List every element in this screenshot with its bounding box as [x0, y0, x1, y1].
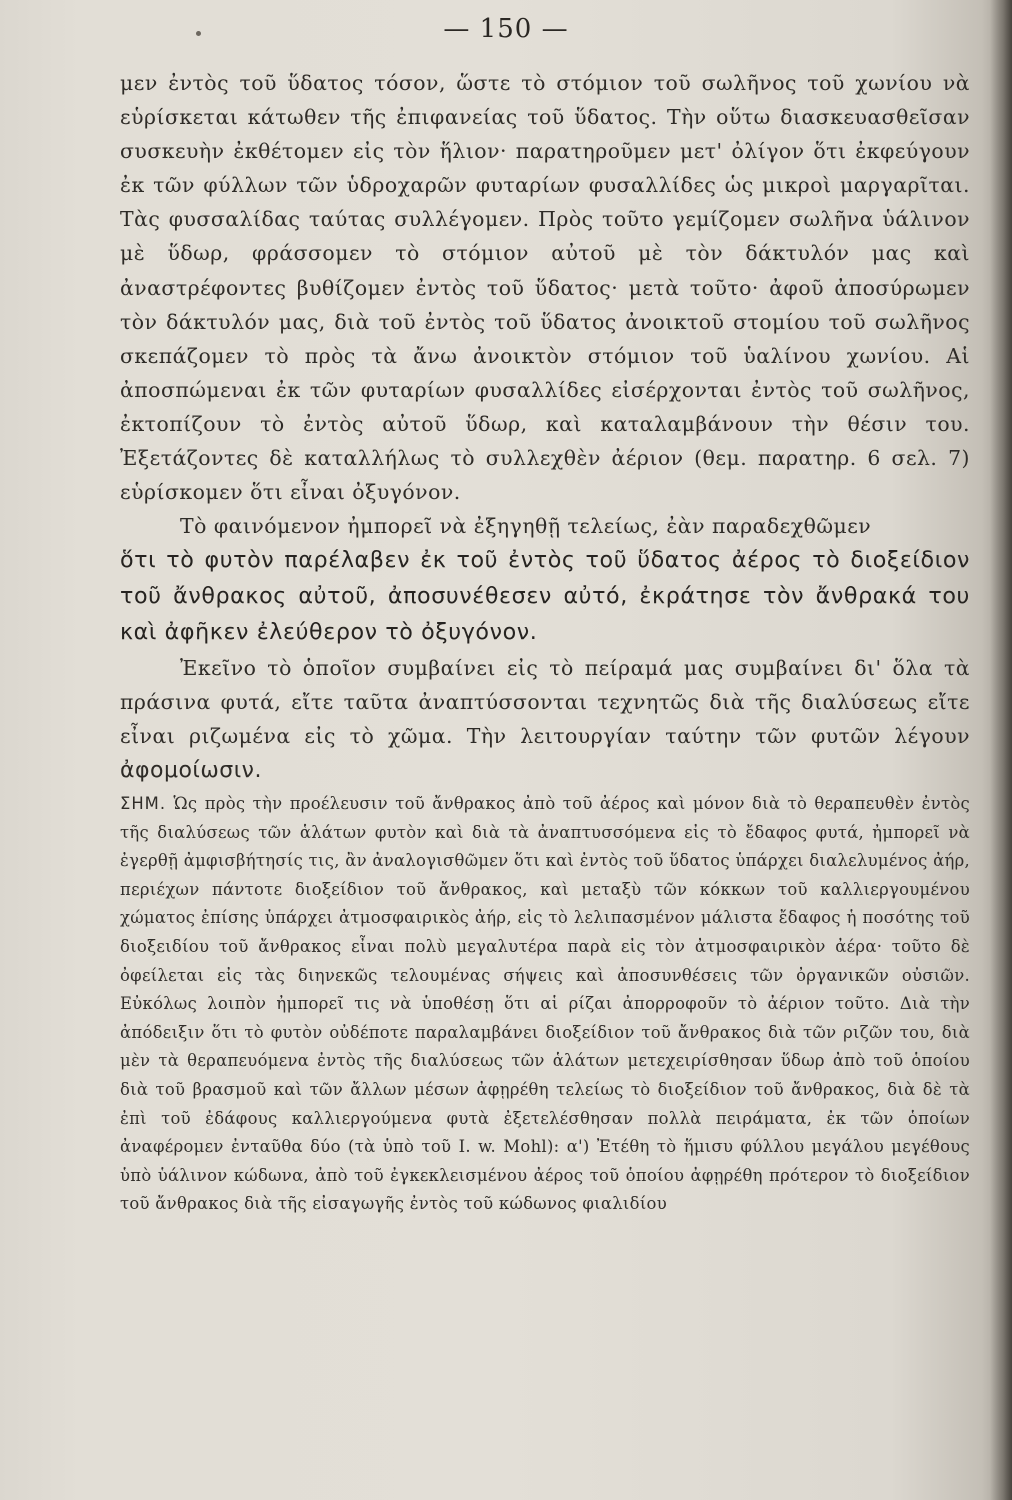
assimilation-term: ἀφομοίωσιν.: [120, 757, 262, 783]
page-number: — 150 —: [443, 14, 569, 44]
note-body: Ὡς πρὸς τὴν προέλευσιν τοῦ ἄνθρακος ἀπὸ τοῦ ἀέρος καὶ μόνον διὰ τὸ θεραπευθὲν ἐντὸς τῆς διαλύσεως τῶν ἁλάτων φυτὸν καὶ διὰ τὰ ἀναπτυσσόμενα εἰς τὸ ἔδαφος φυτά, ἠμπορεῖ νὰ ἐγερθῇ ἀμφισβήτησίς τις, ἂν ἀναλογισθῶμεν ὅτι καὶ ἐντὸς τοῦ ὕδατος ὑπάρχει διαλελυμένος ἀήρ, περιέχων πάντοτε διοξείδιον τοῦ ἄνθρακος, καὶ μεταξὺ τῶν κόκκων τοῦ καλλιεργουμένου χώματος ἐπίσης ὑπάρχει ἀτμοσφαιρικὸς ἀήρ, εἰς τὸ λελιπασμένον μάλιστα ἔδαφος ἡ ποσότης τοῦ διοξειδίου τοῦ ἄνθρακος εἶναι πολὺ μεγαλυτέρα παρὰ εἰς τὸν ἀτμοσφαιρικὸν ἀέρα· τοῦτο δὲ ὀφείλεται εἰς τὰς διηνεκῶς τελουμένας σήψεις καὶ ἀποσυνθέσεις τῶν ὀργανικῶν οὐσιῶν. Εὐκόλως λοιπὸν ἠμπορεῖ τις νὰ ὑποθέσῃ ὅτι αἱ ρίζαι ἀπορροφοῦν τὸ ἀέριον τοῦτο. Διὰ τὴν ἀπόδειξιν ὅτι τὸ φυτὸν οὐδέποτε παραλαμβάνει διοξείδιον τοῦ ἄνθρακος διὰ τῶν ριζῶν του, διὰ μὲν τὰ θεραπευόμενα ἐντὸς τῆς διαλύσεως τῶν ἁλάτων μετεχειρίσθησαν ὕδωρ ἀπὸ τοῦ ὁποίου διὰ τοῦ βρασμοῦ καὶ τῶν ἄλλων μέσων ἀφῃρέθη τελείως τὸ διοξείδιον τοῦ ἄνθρακος, διὰ δὲ τὰ ἐπὶ τοῦ ἐδάφους καλλιεργούμενα φυτὰ ἐξετελέσθησαν πολλὰ πειράματα, ἐκ τῶν ὁποίων ἀναφέρομεν ἐνταῦθα δύο (τὰ ὑπὸ τοῦ I. w. Mohl): α') Ἐτέθη τὸ ἥμισυ φύλλου μεγάλου μεγέθους ὑπὸ ὑάλινον κώδωνα, ἀπὸ τοῦ ἐγκεκλεισμένου ἀέρος τοῦ ὁποίου ἀφῃρέθη πρότερον τὸ διοξείδιον τοῦ ἄνθρακος διὰ τῆς εἰσαγωγῆς ἐντὸς τοῦ κώδωνος φιαλιδίου: [120, 794, 971, 1214]
footnote-remark: [120, 790, 970, 1219]
paragraph-explanation-emphasis: ὅτι τὸ φυτὸν παρέλαβεν ἐκ τοῦ ἐντὸς τοῦ ὕδατος ἀέρος τὸ διοξείδιον τοῦ ἄνθρακος αὐτοῦ, ἀποσυνέθεσεν αὐτό, ἐκράτησε τὸν ἄνθρακά του καὶ ἀφῆκεν ἐλεύθερον τὸ ὀξυγόνον.: [120, 547, 970, 645]
note-label: ΣΗΜ.: [120, 794, 167, 814]
page-body: [120, 66, 970, 1219]
paragraph-experiment: μεν ἐντὸς τοῦ ὕδατος τόσον, ὥστε τὸ στόμιον τοῦ σωλῆνος τοῦ χωνίου νὰ εὑρίσκεται κάτωθεν τῆς ἐπιφανείας τοῦ ὕδατος. Τὴν οὕτω διασκευασθεῖσαν συσκευὴν ἐκθέτομεν εἰς τὸν ἥλιον· παρατηροῦμεν μετ' ὀλίγον ὅτι ἐκφεύγουν ἐκ τῶν φύλλων τῶν ὑδροχαρῶν φυταρίων φυσαλλίδες ὡς μικροὶ μαργαρῖται. Τὰς φυσσαλίδας ταύτας συλλέγομεν. Πρὸς τοῦτο γεμίζομεν σωλῆνα ὑάλινον μὲ ὕδωρ, φράσσομεν τὸ στόμιον αὐτοῦ μὲ τὸν δάκτυλόν μας καὶ ἀναστρέφοντες βυθίζομεν ἐντὸς τοῦ ὕδατος· μετὰ τοῦτο· ἀφοῦ ἀποσύρωμεν τὸν δάκτυλόν μας, διὰ τοῦ ἐντὸς τοῦ ὕδατος ἀνοικτοῦ στομίου τοῦ σωλῆνος σκεπάζομεν τὸ πρὸς τὰ ἄνω ἀνοικτὸν στόμιον τοῦ ὑαλίνου χωνίου. Αἱ ἀποσπώμεναι ἐκ τῶν φυταρίων φυσαλλίδες εἰσέρχονται ἐντὸς τοῦ σωλῆνος, ἐκτοπίζουν τὸ ἐντὸς αὐτοῦ ὕδωρ, καὶ καταλαμβάνουν τὴν θέσιν του. Ἐξετάζοντες δὲ καταλλήλως τὸ συλλεχθὲν ἀέριον (θεμ. παρατηρ. 6 σελ. 7) εὑρίσκομεν ὅτι εἶναι ὀξυγόνον.: [120, 71, 970, 505]
paragraph-explanation-lead: Τὸ φαινόμενον ἠμπορεῖ νὰ ἐξηγηθῇ τελείως, ἐὰν παραδεχθῶμεν: [180, 514, 872, 539]
paragraph-assimilation: [120, 651, 970, 788]
page-edge-shadow: [990, 0, 1012, 1500]
assimilation-text: Ἐκεῖνο τὸ ὁποῖον συμβαίνει εἰς τὸ πείραμά μας συμβαίνει δι' ὅλα τὰ πράσινα φυτά, εἴτε ταῦτα ἀναπτύσσονται τεχνητῶς διὰ τῆς διαλύσεως εἴτε εἶναι ριζωμένα εἰς τὸ χῶμα. Τὴν λειτουργίαν ταύτην τῶν φυτῶν λέγουν: [120, 655, 970, 748]
